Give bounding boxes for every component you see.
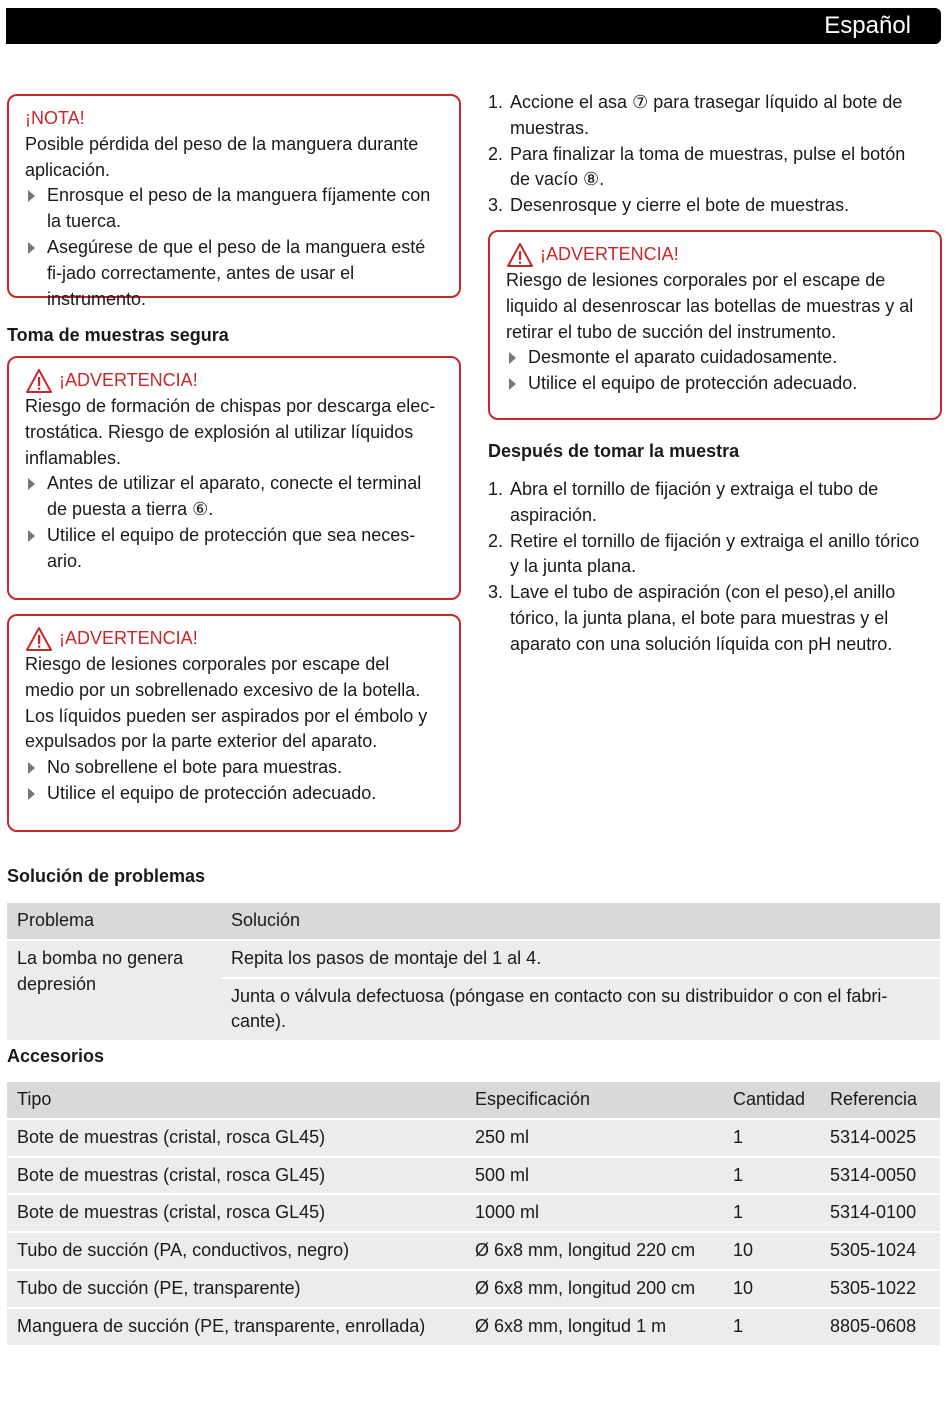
column-header: Problema (7, 903, 221, 940)
header-bar (6, 8, 941, 44)
note-text: Posible pérdida del peso de la manguera durante aplicación. (25, 133, 419, 180)
list-item: 2. Retire el tornillo de fijación y extraiga el anillo tórico y la junta plana. (488, 530, 920, 577)
list-item: 3. Lave el tubo de aspiración (con el peso),el anillo tórico, la junta plana, el bote para muestras y el aparato con una solución líquida con pH neutro. (488, 582, 896, 654)
list-item: 2. Para finalizar la toma de muestras, pulse el botón de vacío ⑧. (488, 143, 906, 190)
warning-text: Riesgo de lesiones corporales por escape del medio por un sobrellenado excesivo de la botella. Los líquidos pueden ser aspirados por el émbolo y expulsados por la parte exterior del aparato. (25, 654, 428, 752)
warning-box-static (7, 356, 461, 600)
warning-bullet: No sobrellene el bote para muestras. (25, 755, 443, 781)
warning-box-unscrew (488, 230, 942, 420)
list-item: 3. Desenrosque y cierre el bote de muestras. (488, 195, 850, 216)
section-heading-troubleshooting: Solución de problemas (7, 866, 206, 886)
section-heading-accessories: Accesorios (7, 1046, 105, 1066)
warning-triangle-icon (25, 626, 53, 652)
warning-text: Riesgo de lesiones corporales por el escape de liquido al desenroscar las botellas de muestras y al retirar el tubo de succión del instrumento. (506, 270, 914, 342)
table-row: Bote de muestras (cristal, rosca GL45) 500 ml 1 5314-0050 (7, 1157, 940, 1195)
warning-triangle-icon (25, 368, 53, 394)
column-header: Tipo (7, 1082, 465, 1119)
note-title: ¡NOTA! (25, 108, 85, 128)
note-bullet: Enrosque el peso de la manguera fíjamente con la tuerca. (25, 183, 443, 235)
column-header: Cantidad (723, 1082, 820, 1119)
warning-bullet: Desmonte el aparato cuidadosamente. (506, 345, 924, 371)
column-header: Referencia (820, 1082, 940, 1119)
list-item: 1. Abra el tornillo de fijación y extraiga el tubo de aspiración. (488, 479, 879, 525)
column-header: Especificación (465, 1082, 723, 1119)
warning-bullet: Utilice el equipo de protección adecuado. (25, 781, 443, 807)
table-cell-problem: La bomba no genera depresión (7, 940, 221, 1040)
table-row: Tubo de succión (PE, transparente) Ø 6x8 mm, longitud 200 cm 10 5305-1022 (7, 1270, 940, 1308)
table-row: Bote de muestras (cristal, rosca GL45) 1000 ml 1 5314-0100 (7, 1194, 940, 1232)
warning-title: ¡ADVERTENCIA! (59, 628, 198, 649)
note-bullet: Asegúrese de que el peso de la manguera esté fi-jado correctamente, antes de usar el instrumento. (25, 235, 443, 312)
table-cell-solution: Junta o válvula defectuosa (póngase en contacto con su distribuidor o con el fabri-cante). (221, 978, 940, 1041)
warning-triangle-icon (506, 242, 534, 268)
list-item: 1. Accione el asa ⑦ para trasegar líquido al bote de muestras. (488, 92, 903, 138)
column-header: Solución (221, 903, 940, 940)
table-cell-solution: Repita los pasos de montaje del 1 al 4. (221, 940, 940, 978)
warning-box-overfill (7, 614, 461, 832)
warning-bullet: Antes de utilizar el aparato, conecte el terminal de puesta a tierra ⑥. (25, 471, 443, 523)
table-row: Bote de muestras (cristal, rosca GL45) 250 ml 1 5314-0025 (7, 1119, 940, 1157)
section-heading-safe-sampling: Toma de muestras segura (7, 325, 229, 345)
section-heading-after-sampling: Después de tomar la muestra (488, 441, 740, 461)
warning-text: Riesgo de formación de chispas por descarga elec-trostática. Riesgo de explosión al utilizar líquidos inflamables. (25, 396, 436, 468)
warning-bullet: Utilice el equipo de protección que sea neces-ario. (25, 523, 443, 575)
warning-title: ¡ADVERTENCIA! (59, 370, 198, 391)
warning-title: ¡ADVERTENCIA! (540, 244, 679, 265)
note-box (7, 94, 461, 309)
table-row: Tubo de succión (PA, conductivos, negro) Ø 6x8 mm, longitud 220 cm 10 5305-1024 (7, 1232, 940, 1270)
accessories-table (7, 1082, 940, 1345)
after-sampling-steps (488, 477, 928, 658)
sampling-steps (488, 90, 928, 219)
language-label: Español (824, 12, 911, 39)
table-row: Manguera de succión (PE, transparente, enrollada) Ø 6x8 mm, longitud 1 m 1 8805-0608 (7, 1308, 940, 1345)
warning-bullet: Utilice el equipo de protección adecuado. (506, 371, 924, 397)
troubleshooting-table (7, 903, 940, 1040)
